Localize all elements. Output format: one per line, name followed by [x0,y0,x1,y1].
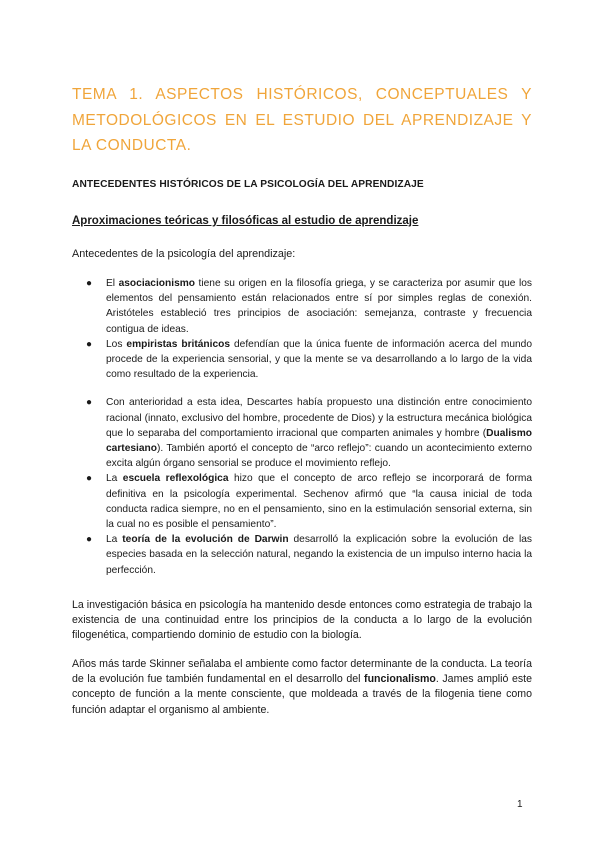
bullet-icon: ● [86,534,93,546]
list-item: ● La teoría de la evolución de Darwin desarrolló la explicación sobre la evolución de las especies basada en la selección natural, negando la existencia de un impulso interno hacia la perfección. [86,534,532,576]
page-number: 1 [517,799,523,810]
bullet-icon: ● [86,278,93,289]
list-item: ● Con anterioridad a esta idea, Descartes había propuesto una distinción entre conocimiento racional (innato, exclusivo del hombre, procedente de Dios) y la estructura mecánica biológica que lo separaba del comportamiento irracional que comparten animales y hombre (Dualismo cartesiano). También aportó el concepto de “arco reflejo”: cuando un acontecimiento externo excita algún órgano sensorial se produce el movimiento reflejo. [86,397,532,470]
list-item: ● Los empiristas británicos defendían que la única fuente de información acerca del mundo procede de la experiencia sensorial, y que la mente se va desarrollando a lo largo de la vida como resultado de la experiencia. [86,338,532,381]
bullet-icon: ● [86,397,93,409]
list-item: ● La escuela reflexológica hizo que el concepto de arco reflejo se incorporará de forma definitiva en la psicología experimental. Sechenov afirmó que “la causa inicial de toda conducta radica siempre, no en el pensamiento, sino en la estimulación sensorial externa, sin la cual no es posible el pensamiento”. [86,473,533,531]
bold-term: teoría de la evolución de Darwin [122,534,289,546]
bold-term: asociacionismo [118,278,196,289]
paragraph-skinner: Años más tarde Skinner señalaba el ambiente como factor determinante de la conducta. La teoría de la evolución fue también fundamental en el desarrollo del funcionalismo. James amplió este concepto de función a la mente consciente, que moldeada a través de la filogenia tiene como función adaptar el organismo al ambiente. [72,658,532,716]
subheading: Aproximaciones teóricas y filosóficas al estudio de aprendizaje [72,215,419,227]
bold-term: escuela reflexológica [122,473,229,485]
paragraph-continuity: La investigación básica en psicología ha mantenido desde entonces como estrategia de trabajo la existencia de una continuidad entre los principios de la conducta a lo largo de la evolución filogenética, compartiendo dominio de estudio con la biología. [72,599,532,642]
bold-term: funcionalismo [364,673,436,686]
bold-term: empiristas británicos [126,338,231,350]
bullet-icon: ● [86,338,93,350]
intro-text: Antecedentes de la psicología del aprendizaje: [72,248,296,260]
bold-term: Dualismo cartesiano [106,427,532,455]
section-heading: ANTECEDENTES HISTÓRICOS DE LA PSICOLOGÍA DEL APRENDIZAJE [72,179,424,190]
bullet-icon: ● [86,473,93,485]
bullet-list [72,276,532,578]
list-item: ● El asociacionismo tiene su origen en la filosofía griega, y se caracteriza por asumir que los elementos del pensamiento están relacionados entre sí por simples reglas de conexión. Aristóteles estableció tres principios de asociación: semejanza, contraste y frecuencia contigua de ideas. [86,278,533,335]
document-title: TEMA 1. ASPECTOS HISTÓRICOS, CONCEPTUALES Y METODOLÓGICOS EN EL ESTUDIO DEL APRENDIZAJE Y LA CONDUCTA. [72,86,532,155]
